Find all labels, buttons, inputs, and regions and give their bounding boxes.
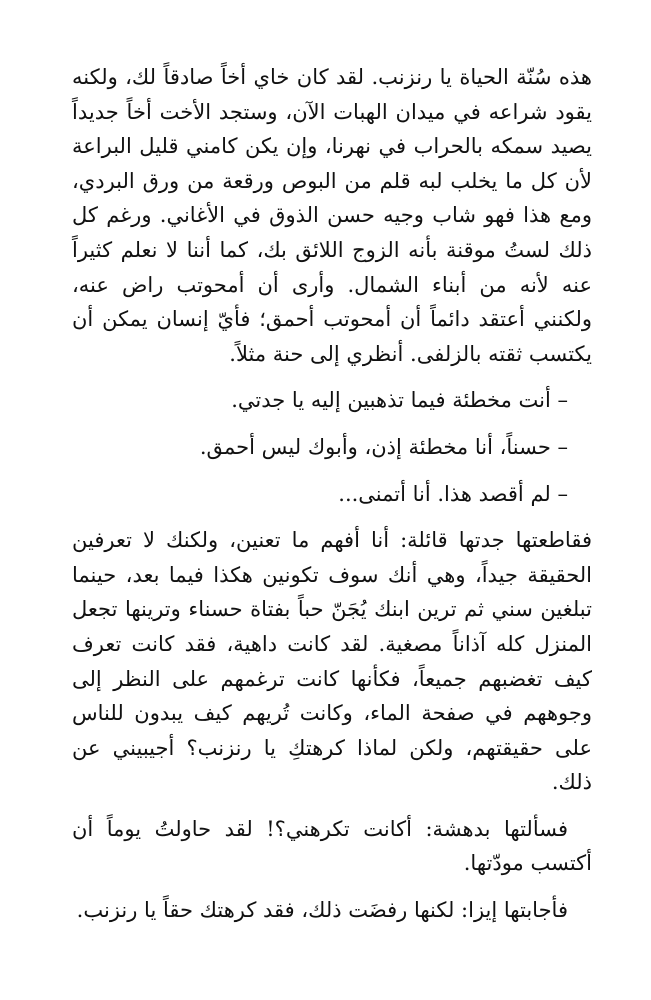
dialogue-line-3: – لم أقصد هذا. أنا أتمنى... — [338, 481, 568, 506]
paragraph-answer: فأجابتها إيزا: لكنها رفضَت ذلك، فقد كرهتك حقاً يا رنزنب. — [76, 898, 568, 923]
paragraph-grandmother-interrupts: فقاطعتها جدتها قائلة: أنا أفهم ما تعنين، ولكنك لا تعرفين الحقيقة جيداً، وهي أنك سوف تكونين هكذا فيما بعد، حينما تبلغين سني ثم ترين ابنك يُجَنّ حباً بفتاة حسناء وترينها تجعل المنزل كله آذاناً مصغية. لقد كانت داهية، فقد كانت تعرف كيف تغضبهم جميعاً، فكأنها كانت ترغمهم على النظر إلى وجوههم في صفحة الماء، وكانت تُريهم كيف يبدون للناس على حقيقتهم، ولكن لماذا كرهتكِ يا رنزنب؟ أجيبيني عن ذلك. — [72, 528, 592, 795]
book-page — [72, 60, 592, 940]
dialogue-line-2: – حسناً، أنا مخطئة إذن، وأبوك ليس أحمق. — [199, 434, 568, 459]
dialogue-line-1: – أنت مخطئة فيما تذهبين إليه يا جدتي. — [231, 388, 568, 413]
paragraph-grandmother-speech: هذه سُنّة الحياة يا رنزنب. لقد كان خاي أخاً صادقاً لك، ولكنه يقود شراعه في ميدان الهبات الآن، وستجد الأخت أخاً جديداً يصيد سمكه بالحراب في نهرنا، وإن يكن كامني قليل البراعة لأن كل ما يخلب لبه قلم من البوص ورقعة من ورق البردي، ومع هذا فهو شاب وجيه حسن الذوق في الأغاني. ورغم كل ذلك لستُ موقنة بأنه الزوج اللائق بك، كما أننا لا نعلم كثيراً عنه لأنه من أبناء الشمال. وأرى أن أمحوتب راض عنه، ولكنني أعتقد دائماً أن أمحوتب أحمق؛ فأيّ إنسان يمكن أن يكتسب ثقته بالزلفى. أنظري إلى حنة مثلاً. — [72, 65, 592, 366]
paragraph-question: فسألتها بدهشة: أكانت تكرهني؟! لقد حاولتُ يوماً أن أكتسب مودّتها. — [72, 816, 592, 876]
